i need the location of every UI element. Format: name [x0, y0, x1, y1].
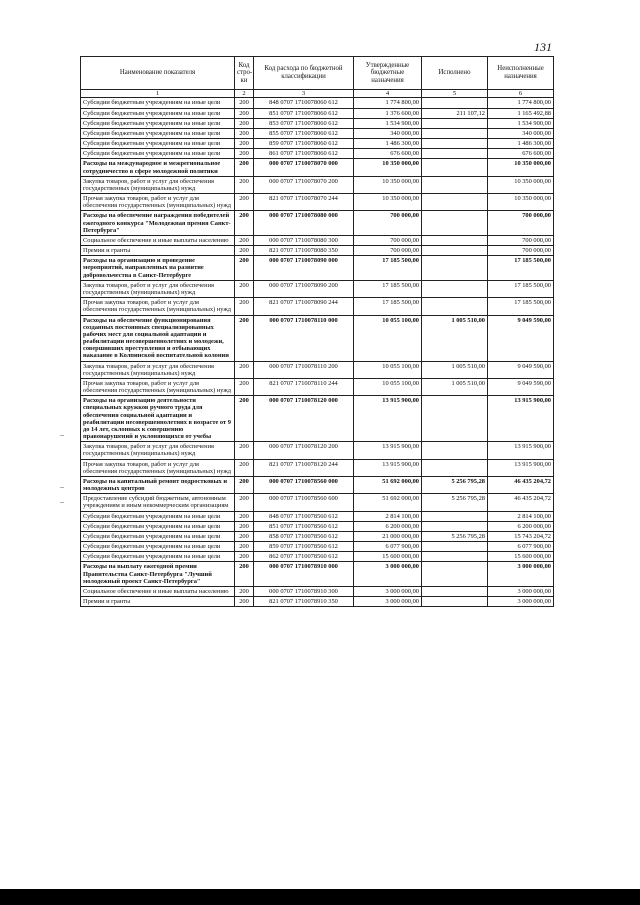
cell-budget-code: 000 0707 1710078110 200	[254, 361, 354, 378]
cell-budget-code: 821 0707 1710078090 244	[254, 298, 354, 315]
cell-approved: 10 350 000,00	[354, 176, 422, 193]
cell-name: Расходы на организацию деятельности специальных кружков ручного труда для обеспечения социальной адаптации и реабилитации несовершеннолетних в возрасте от 9 до 14 лет, склонных к совершению правонарушений и уклоняющихся от учебы	[81, 396, 235, 442]
cell-approved: 700 000,00	[354, 235, 422, 245]
table-row	[81, 378, 554, 395]
cell-approved: 15 600 000,00	[354, 552, 422, 562]
cell-budget-code: 000 0707 1710078910 000	[254, 562, 354, 587]
cell-approved: 17 185 500,00	[354, 256, 422, 281]
table-body	[81, 98, 554, 607]
cell-approved: 1 486 300,00	[354, 139, 422, 149]
cell-budget-code: 000 0707 1710078560 600	[254, 494, 354, 511]
cell-name: Предоставление субсидий бюджетным, автономным учреждениям и иным некоммерческим организациям	[81, 494, 235, 511]
cell-unexecuted: 17 185 500,00	[488, 280, 554, 297]
budget-execution-table	[80, 56, 554, 607]
table-row	[81, 176, 554, 193]
cell-budget-code: 000 0707 1710078120 000	[254, 396, 354, 442]
cell-executed	[422, 542, 488, 552]
cell-unexecuted: 10 350 000,00	[488, 159, 554, 176]
cell-line-code: 200	[235, 128, 254, 138]
cell-approved: 17 185 500,00	[354, 298, 422, 315]
cell-budget-code: 821 0707 1710078070 244	[254, 194, 354, 211]
cell-unexecuted: 17 185 500,00	[488, 256, 554, 281]
table-row	[81, 597, 554, 607]
cell-budget-code: 848 0707 1710078560 612	[254, 511, 354, 521]
cell-unexecuted: 1 486 300,00	[488, 139, 554, 149]
cell-executed: 211 107,12	[422, 108, 488, 118]
cell-unexecuted: 15 600 000,00	[488, 552, 554, 562]
cell-line-code: 200	[235, 511, 254, 521]
table-row	[81, 211, 554, 236]
cell-unexecuted: 17 185 500,00	[488, 298, 554, 315]
cell-approved: 10 055 100,00	[354, 361, 422, 378]
cell-name: Субсидии бюджетным учреждениям на иные цели	[81, 108, 235, 118]
cell-executed	[422, 396, 488, 442]
cell-budget-code: 000 0707 1710078070 000	[254, 159, 354, 176]
cell-approved: 10 350 000,00	[354, 194, 422, 211]
cell-executed	[422, 562, 488, 587]
cell-budget-code: 000 0707 1710078910 300	[254, 587, 354, 597]
table-row	[81, 246, 554, 256]
cell-approved: 3 000 000,00	[354, 587, 422, 597]
cell-approved: 676 600,00	[354, 149, 422, 159]
cell-name: Прочая закупка товаров, работ и услуг для обеспечения государственных (муниципальных) нужд	[81, 298, 235, 315]
cell-name: Расходы на обеспечение функционирования созданных постоянных специализированных рабочих мест для социальной адаптации и реабилитации несовершеннолетних и молодежи, совершивших преступления и отбывающих наказание в Колпинской воспитательной колонии	[81, 315, 235, 361]
table-row	[81, 459, 554, 476]
cell-line-code: 200	[235, 256, 254, 281]
cell-budget-code: 000 0707 1710078080 300	[254, 235, 354, 245]
cell-name: Социальное обеспечение и иные выплаты населению	[81, 235, 235, 245]
cell-line-code: 200	[235, 442, 254, 459]
table-row	[81, 531, 554, 541]
cell-budget-code: 821 0707 1710078080 350	[254, 246, 354, 256]
cell-unexecuted: 6 077 900,00	[488, 542, 554, 552]
cell-approved: 13 915 900,00	[354, 442, 422, 459]
table-row	[81, 280, 554, 297]
cell-unexecuted: 3 000 000,00	[488, 562, 554, 587]
cell-approved: 13 915 900,00	[354, 396, 422, 442]
cell-budget-code: 000 0707 1710078090 000	[254, 256, 354, 281]
cell-unexecuted: 13 915 900,00	[488, 396, 554, 442]
cell-line-code: 200	[235, 159, 254, 176]
cell-line-code: 200	[235, 149, 254, 159]
margin-mark: –	[60, 497, 64, 506]
cell-executed	[422, 118, 488, 128]
cell-approved: 1 534 900,00	[354, 118, 422, 128]
table-row	[81, 521, 554, 531]
table-row	[81, 98, 554, 108]
cell-approved: 10 055 100,00	[354, 315, 422, 361]
cell-line-code: 200	[235, 542, 254, 552]
cell-name: Прочая закупка товаров, работ и услуг для обеспечения государственных (муниципальных) нужд	[81, 194, 235, 211]
cell-approved: 51 692 000,00	[354, 494, 422, 511]
table-row	[81, 361, 554, 378]
cell-line-code: 200	[235, 476, 254, 493]
cell-approved: 6 200 000,00	[354, 521, 422, 531]
cell-name: Социальное обеспечение и иные выплаты населению	[81, 587, 235, 597]
cell-approved: 10 350 000,00	[354, 159, 422, 176]
cell-approved: 17 185 500,00	[354, 280, 422, 297]
cell-unexecuted: 1 165 492,88	[488, 108, 554, 118]
cell-unexecuted: 13 915 900,00	[488, 442, 554, 459]
cell-executed	[422, 176, 488, 193]
cell-executed	[422, 552, 488, 562]
cell-name: Субсидии бюджетным учреждениям на иные цели	[81, 542, 235, 552]
cell-name: Расходы на капитальный ремонт подростковых и молодежных центров	[81, 476, 235, 493]
table-row	[81, 139, 554, 149]
header-line-code: Код стро-ки	[235, 57, 254, 90]
table-row	[81, 256, 554, 281]
cell-line-code: 200	[235, 562, 254, 587]
cell-budget-code: 855 0707 1710078060 612	[254, 128, 354, 138]
cell-budget-code: 851 0707 1710078560 612	[254, 521, 354, 531]
cell-unexecuted: 1 534 900,00	[488, 118, 554, 128]
cell-unexecuted: 10 350 000,00	[488, 176, 554, 193]
cell-executed	[422, 459, 488, 476]
cell-unexecuted: 46 435 204,72	[488, 476, 554, 493]
cell-budget-code: 848 0707 1710078060 612	[254, 98, 354, 108]
cell-executed	[422, 597, 488, 607]
column-index-row	[81, 90, 554, 98]
header-budget-code: Код расхода по бюджетной классификации	[254, 57, 354, 90]
cell-approved: 340 000,00	[354, 128, 422, 138]
cell-executed	[422, 587, 488, 597]
cell-unexecuted: 9 049 590,00	[488, 378, 554, 395]
cell-executed	[422, 211, 488, 236]
table-header-row	[81, 57, 554, 90]
cell-line-code: 200	[235, 108, 254, 118]
cell-budget-code: 821 0707 1710078120 244	[254, 459, 354, 476]
table-row	[81, 118, 554, 128]
cell-executed: 1 005 510,00	[422, 378, 488, 395]
cell-unexecuted: 700 000,00	[488, 211, 554, 236]
cell-unexecuted: 46 435 204,72	[488, 494, 554, 511]
table-row	[81, 442, 554, 459]
cell-name: Прочая закупка товаров, работ и услуг для обеспечения государственных (муниципальных) нужд	[81, 378, 235, 395]
cell-unexecuted: 10 350 000,00	[488, 194, 554, 211]
cell-budget-code: 862 0707 1710078560 612	[254, 552, 354, 562]
cell-unexecuted: 700 000,00	[488, 235, 554, 245]
table-row	[81, 542, 554, 552]
page-number: 131	[534, 40, 552, 54]
cell-approved: 2 814 100,00	[354, 511, 422, 521]
cell-line-code: 200	[235, 597, 254, 607]
cell-line-code: 200	[235, 211, 254, 236]
cell-line-code: 200	[235, 315, 254, 361]
cell-executed: 5 256 795,28	[422, 494, 488, 511]
cell-approved: 13 915 900,00	[354, 459, 422, 476]
cell-budget-code: 859 0707 1710078560 612	[254, 542, 354, 552]
cell-executed	[422, 159, 488, 176]
cell-approved: 10 055 100,00	[354, 378, 422, 395]
cell-approved: 51 692 000,00	[354, 476, 422, 493]
cell-budget-code: 861 0707 1710078060 612	[254, 149, 354, 159]
cell-approved: 6 077 900,00	[354, 542, 422, 552]
cell-line-code: 200	[235, 298, 254, 315]
table-row	[81, 587, 554, 597]
cell-line-code: 200	[235, 235, 254, 245]
cell-executed	[422, 511, 488, 521]
cell-line-code: 200	[235, 176, 254, 193]
cell-name: Закупка товаров, работ и услуг для обеспечения государственных (муниципальных) нужд	[81, 361, 235, 378]
cell-name: Субсидии бюджетным учреждениям на иные цели	[81, 511, 235, 521]
column-index: 6	[488, 90, 554, 98]
cell-line-code: 200	[235, 587, 254, 597]
margin-mark: –	[60, 430, 64, 439]
cell-approved: 700 000,00	[354, 246, 422, 256]
cell-line-code: 200	[235, 531, 254, 541]
cell-name: Субсидии бюджетным учреждениям на иные цели	[81, 521, 235, 531]
cell-name: Субсидии бюджетным учреждениям на иные цели	[81, 98, 235, 108]
cell-executed	[422, 442, 488, 459]
cell-executed: 5 256 795,28	[422, 531, 488, 541]
cell-line-code: 200	[235, 194, 254, 211]
table-row	[81, 494, 554, 511]
cell-name: Субсидии бюджетным учреждениям на иные цели	[81, 149, 235, 159]
table-row	[81, 108, 554, 118]
table-row	[81, 476, 554, 493]
cell-line-code: 200	[235, 494, 254, 511]
cell-line-code: 200	[235, 396, 254, 442]
table-row	[81, 159, 554, 176]
table-row	[81, 194, 554, 211]
cell-unexecuted: 2 814 100,00	[488, 511, 554, 521]
cell-executed: 1 005 510,00	[422, 361, 488, 378]
cell-unexecuted: 6 200 000,00	[488, 521, 554, 531]
cell-line-code: 200	[235, 521, 254, 531]
cell-name: Субсидии бюджетным учреждениям на иные цели	[81, 531, 235, 541]
cell-unexecuted: 13 915 900,00	[488, 459, 554, 476]
cell-executed	[422, 521, 488, 531]
cell-executed	[422, 246, 488, 256]
cell-budget-code: 000 0707 1710078090 200	[254, 280, 354, 297]
header-approved: Утвержденные бюджетные назначения	[354, 57, 422, 90]
cell-approved: 21 000 000,00	[354, 531, 422, 541]
cell-budget-code: 853 0707 1710078060 612	[254, 118, 354, 128]
cell-line-code: 200	[235, 378, 254, 395]
cell-line-code: 200	[235, 459, 254, 476]
cell-executed	[422, 128, 488, 138]
cell-unexecuted: 9 049 590,00	[488, 315, 554, 361]
table-row	[81, 562, 554, 587]
cell-budget-code: 000 0707 1710078120 200	[254, 442, 354, 459]
cell-budget-code: 821 0707 1710078910 350	[254, 597, 354, 607]
table-row	[81, 511, 554, 521]
cell-executed	[422, 194, 488, 211]
table-row	[81, 235, 554, 245]
cell-name: Закупка товаров, работ и услуг для обеспечения государственных (муниципальных) нужд	[81, 280, 235, 297]
cell-executed	[422, 280, 488, 297]
cell-approved: 3 000 000,00	[354, 562, 422, 587]
cell-unexecuted: 9 049 590,00	[488, 361, 554, 378]
cell-budget-code: 000 0707 1710078560 000	[254, 476, 354, 493]
cell-line-code: 200	[235, 552, 254, 562]
header-name: Наименование показателя	[81, 57, 235, 90]
cell-line-code: 200	[235, 118, 254, 128]
cell-name: Субсидии бюджетным учреждениям на иные цели	[81, 552, 235, 562]
table-row	[81, 315, 554, 361]
cell-name: Субсидии бюджетным учреждениям на иные цели	[81, 118, 235, 128]
cell-name: Расходы на международное и межрегиональное сотрудничество в сфере молодежной политики	[81, 159, 235, 176]
cell-name: Закупка товаров, работ и услуг для обеспечения государственных (муниципальных) нужд	[81, 442, 235, 459]
table-row	[81, 396, 554, 442]
column-index: 1	[81, 90, 235, 98]
cell-name: Расходы на обеспечение награждения победителей ежегодного конкурса "Молодежная премия Санкт-Петербурга"	[81, 211, 235, 236]
cell-budget-code: 000 0707 1710078070 200	[254, 176, 354, 193]
cell-name: Премии и гранты	[81, 597, 235, 607]
cell-executed	[422, 149, 488, 159]
cell-name: Прочая закупка товаров, работ и услуг для обеспечения государственных (муниципальных) нужд	[81, 459, 235, 476]
cell-executed	[422, 98, 488, 108]
table-row	[81, 149, 554, 159]
cell-line-code: 200	[235, 361, 254, 378]
cell-executed	[422, 298, 488, 315]
column-index: 2	[235, 90, 254, 98]
cell-name: Премии и гранты	[81, 246, 235, 256]
cell-line-code: 200	[235, 98, 254, 108]
cell-unexecuted: 700 000,00	[488, 246, 554, 256]
cell-line-code: 200	[235, 280, 254, 297]
cell-approved: 700 000,00	[354, 211, 422, 236]
cell-name: Закупка товаров, работ и услуг для обеспечения государственных (муниципальных) нужд	[81, 176, 235, 193]
cell-executed: 1 005 510,00	[422, 315, 488, 361]
cell-approved: 3 000 000,00	[354, 597, 422, 607]
cell-executed: 5 256 795,28	[422, 476, 488, 493]
cell-budget-code: 821 0707 1710078110 244	[254, 378, 354, 395]
cell-budget-code: 000 0707 1710078110 000	[254, 315, 354, 361]
margin-mark: –	[60, 482, 64, 491]
header-unexecuted: Неисполненные назначения	[488, 57, 554, 90]
cell-budget-code: 000 0707 1710078080 000	[254, 211, 354, 236]
cell-unexecuted: 15 743 204,72	[488, 531, 554, 541]
cell-executed	[422, 139, 488, 149]
cell-approved: 1 774 800,00	[354, 98, 422, 108]
table-row	[81, 128, 554, 138]
cell-unexecuted: 1 774 800,00	[488, 98, 554, 108]
cell-unexecuted: 3 000 000,00	[488, 597, 554, 607]
cell-name: Субсидии бюджетным учреждениям на иные цели	[81, 128, 235, 138]
cell-executed	[422, 256, 488, 281]
cell-budget-code: 859 0707 1710078060 612	[254, 139, 354, 149]
cell-unexecuted: 3 000 000,00	[488, 587, 554, 597]
cell-line-code: 200	[235, 246, 254, 256]
cell-line-code: 200	[235, 139, 254, 149]
table-row	[81, 552, 554, 562]
cell-name: Субсидии бюджетным учреждениям на иные цели	[81, 139, 235, 149]
cell-budget-code: 858 0707 1710078560 612	[254, 531, 354, 541]
cell-budget-code: 851 0707 1710078060 612	[254, 108, 354, 118]
scan-bottom-edge	[0, 889, 640, 905]
column-index: 5	[422, 90, 488, 98]
cell-name: Расходы на выплату ежегодной премии Правительства Санкт-Петербурга "Лучший молодежный проект Санкт-Петербурга"	[81, 562, 235, 587]
column-index: 3	[254, 90, 354, 98]
header-executed: Исполнено	[422, 57, 488, 90]
table-row	[81, 298, 554, 315]
cell-approved: 1 376 600,00	[354, 108, 422, 118]
cell-unexecuted: 340 000,00	[488, 128, 554, 138]
cell-executed	[422, 235, 488, 245]
column-index: 4	[354, 90, 422, 98]
cell-unexecuted: 676 600,00	[488, 149, 554, 159]
cell-name: Расходы на организацию и проведение мероприятий, направленных на развитие добровольчества в Санкт-Петербурге	[81, 256, 235, 281]
